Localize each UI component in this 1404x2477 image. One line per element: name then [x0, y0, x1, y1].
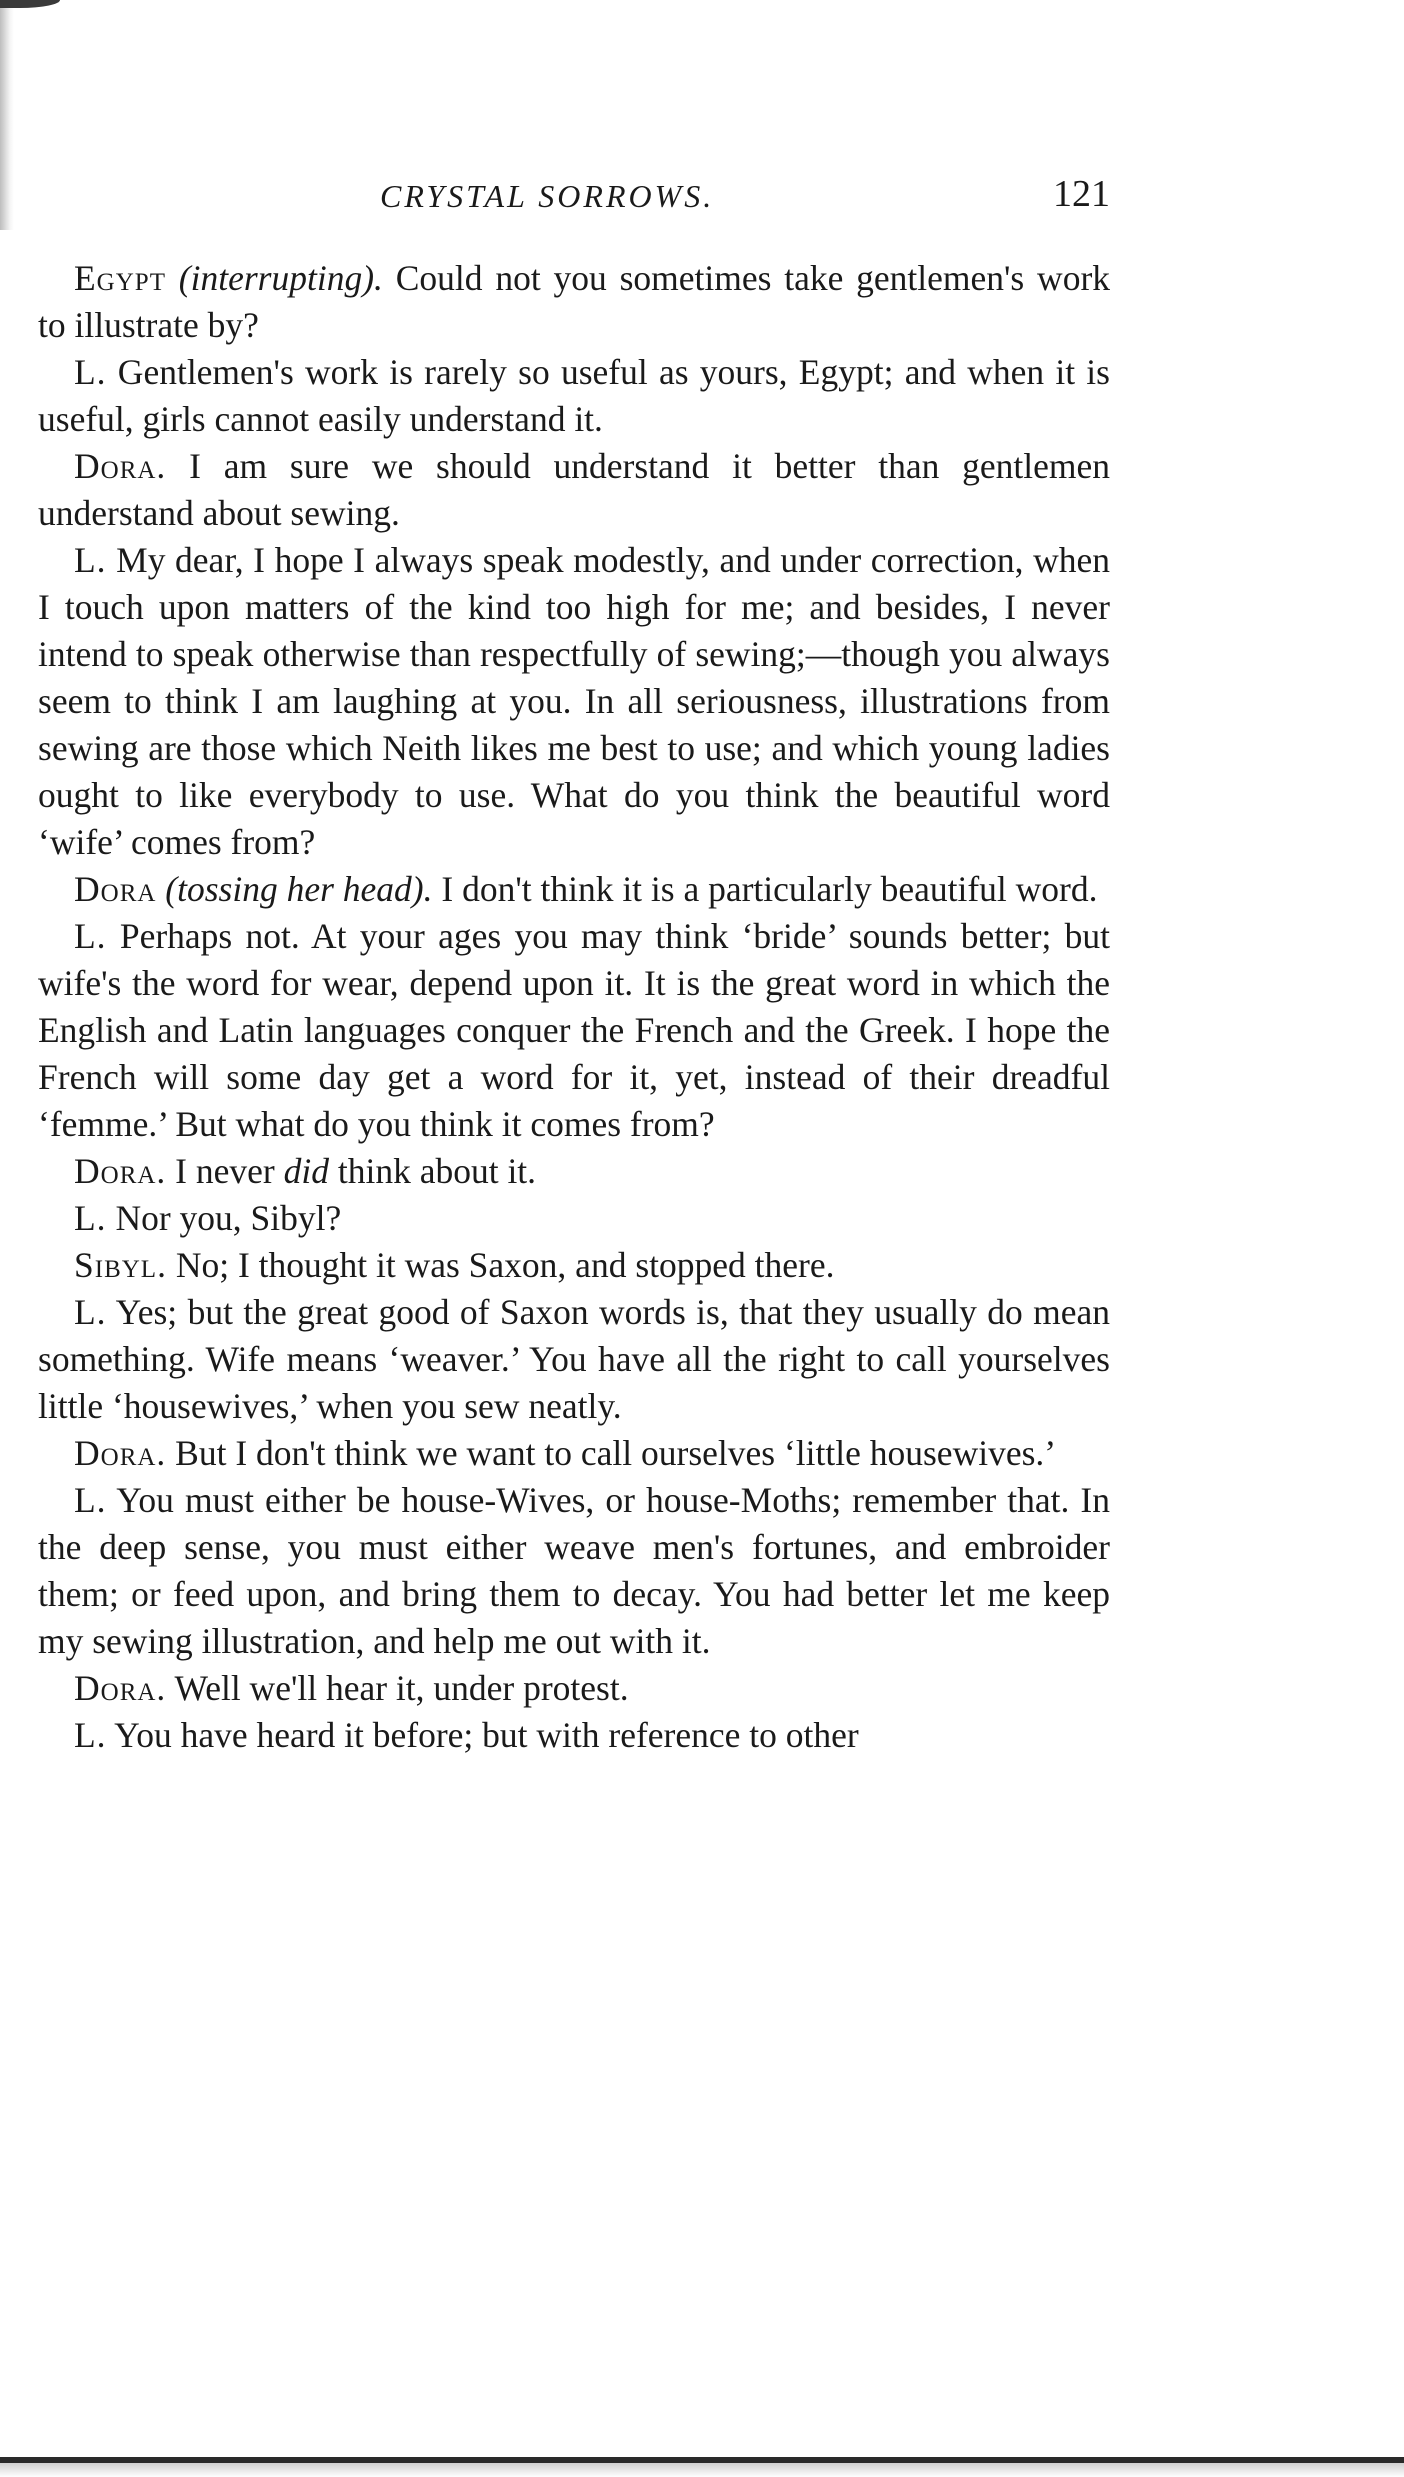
dialogue-text: My dear, I hope I always speak modestly, and under correction, when I touch upon matters of the kind too high for me; and besides, I never intend to speak otherwise than respectfully of sewing;—though you always seem to think I am laughing at you. In all seriousness, illustrations from sewing are those which Neith likes me best to use; and which young ladies ought to like everybody to use. What do you think the beautiful word ‘wife’ comes from?: [38, 540, 1110, 862]
paragraph: [38, 1195, 1110, 1242]
dialogue-text: Well we'll hear it, under protest.: [166, 1668, 629, 1708]
dialogue-text: You must either be house-Wives, or house-Moths; remember that. In the deep sense, you must either weave men's fortunes, and embroider them; or feed upon, and bring them to decay. You had better let me keep my sewing illustration, and help me out with it.: [38, 1480, 1110, 1661]
speaker-name: Egypt: [74, 258, 166, 298]
dialogue-text: Yes; but the great good of Saxon words is, that they usually do mean something. Wife means ‘weaver.’ You have all the right to call yourselves little ‘housewives,’ when you sew neatly.: [38, 1292, 1110, 1426]
scan-edge-left: [0, 0, 14, 230]
paragraph: [38, 913, 1110, 1148]
scan-edge-bottom: [0, 2463, 1404, 2477]
paragraph: [38, 443, 1110, 537]
dialogue-text: Perhaps not. At your ages you may think ‘bride’ sounds better; but wife's the word for wear, depend upon it. It is the great word in which the English and Latin languages conquer the French and the Greek. I hope the French will some day get a word for it, yet, instead of their dreadful ‘femme.’ But what do you think it comes from?: [38, 916, 1110, 1144]
paragraph: [38, 1289, 1110, 1430]
emphasis: did: [283, 1151, 329, 1191]
speaker-name: L.: [74, 916, 107, 956]
speaker-name: L.: [74, 1480, 107, 1520]
paragraph: [38, 1477, 1110, 1665]
paragraph: [38, 255, 1110, 349]
speaker-name: L.: [74, 1198, 107, 1238]
speaker-name: Dora.: [74, 1433, 167, 1473]
dialogue-text: I never: [166, 1151, 284, 1191]
dialogue-text: Nor you, Sibyl?: [106, 1198, 342, 1238]
scan-edge-corner: [0, 0, 60, 8]
dialogue-text: I don't think it is a particularly beautiful word.: [432, 869, 1098, 909]
dialogue-text: I am sure we should understand it better than gentlemen understand about sewing.: [38, 446, 1110, 533]
running-title: CRYSTAL SORROWS.: [380, 178, 715, 214]
dialogue-text: think about it.: [328, 1151, 537, 1191]
dialogue-text: Gentlemen's work is rarely so useful as yours, Egypt; and when it is useful, girls cannot easily understand it.: [38, 352, 1110, 439]
dialogue-text: No; I thought it was Saxon, and stopped there.: [166, 1245, 835, 1285]
speaker-name: L.: [74, 352, 107, 392]
speaker-name: Dora: [74, 869, 157, 909]
paragraph: [38, 1712, 1110, 1759]
dialogue-text: You have heard it before; but with reference to other: [106, 1715, 859, 1755]
speaker-name: L.: [74, 1292, 107, 1332]
stage-direction: (tossing her head).: [165, 869, 433, 909]
speaker-name: Dora.: [74, 1668, 167, 1708]
body-text: [38, 255, 1110, 1759]
paragraph: [38, 1665, 1110, 1712]
paragraph: [38, 537, 1110, 866]
speaker-name: L.: [74, 540, 107, 580]
paragraph: [38, 1430, 1110, 1477]
dialogue-text: But I don't think we want to call ourselves ‘little housewives.’: [166, 1433, 1057, 1473]
paragraph: [38, 866, 1110, 913]
speaker-name: L.: [74, 1715, 107, 1755]
speaker-name: Sibyl.: [74, 1245, 167, 1285]
stage-direction: (interrupting).: [178, 258, 383, 298]
paragraph: [38, 1148, 1110, 1195]
speaker-name: Dora.: [74, 446, 167, 486]
dialogue-text: Could not you sometimes take gentlemen's work to illustrate by?: [38, 258, 1111, 345]
paragraph: [38, 349, 1110, 443]
paragraph: [38, 1242, 1110, 1289]
page-number: 121: [1053, 173, 1110, 215]
page-header: [380, 172, 1110, 222]
speaker-name: Dora.: [74, 1151, 167, 1191]
